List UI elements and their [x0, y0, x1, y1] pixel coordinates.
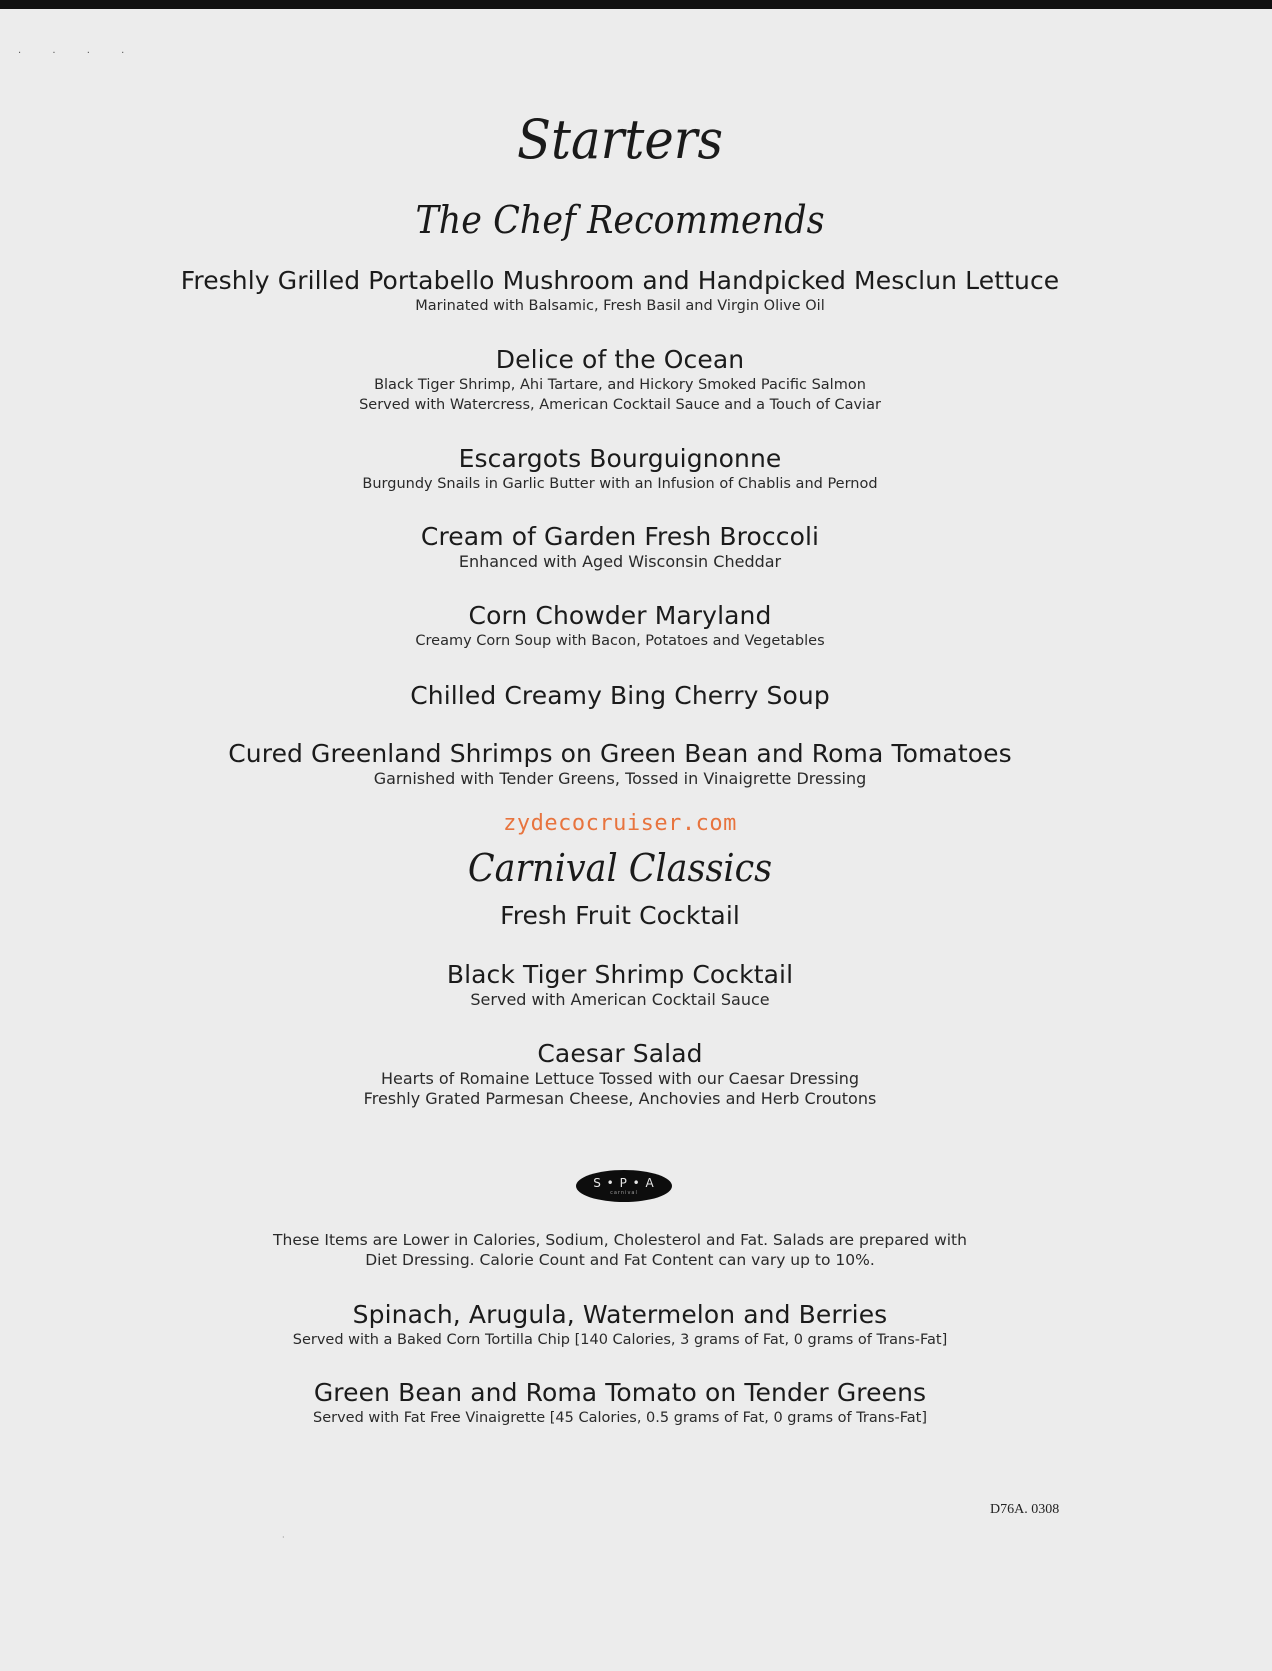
menu-item-description: Freshly Grated Parmesan Cheese, Anchovies and Herb Croutons — [363, 1089, 877, 1108]
section-heading-carnival-classics: Carnival Classics — [467, 846, 773, 890]
menu-item — [0, 601, 1240, 651]
menu-item — [0, 1300, 1240, 1350]
menu-item-name: Spinach, Arugula, Watermelon and Berries — [352, 1300, 888, 1329]
menu-item-description: Enhanced with Aged Wisconsin Cheddar — [458, 552, 782, 571]
menu-title: Starters — [517, 108, 723, 171]
watermark-text: zydecocruiser.com — [503, 811, 737, 836]
menu-item-description: Served with a Baked Corn Tortilla Chip [140 Calories, 3 grams of Fat, 0 grams of Trans-Fat] — [292, 1332, 948, 1348]
menu-item — [0, 1378, 1240, 1428]
menu-item-name: Black Tiger Shrimp Cocktail — [446, 960, 794, 989]
scan-specks: · · · · — [18, 48, 139, 59]
menu-item — [0, 444, 1240, 494]
spa-note-line: Diet Dressing. Calorie Count and Fat Content can vary up to 10%. — [365, 1251, 875, 1269]
menu-item — [0, 1039, 1240, 1109]
section-heading-chef-recommends: The Chef Recommends — [415, 198, 825, 242]
menu-item — [0, 522, 1240, 572]
menu-code: D76A. 0308 — [990, 1502, 1060, 1517]
menu-item-description: Hearts of Romaine Lettuce Tossed with our Caesar Dressing — [380, 1069, 860, 1088]
spa-note-line: These Items are Lower in Calories, Sodium, Cholesterol and Fat. Salads are prepared with — [273, 1231, 967, 1249]
menu-item — [0, 345, 1240, 415]
menu-item-name: Fresh Fruit Cocktail — [500, 901, 740, 930]
spa-logo-subtext: carnival — [610, 1189, 638, 1196]
menu-item-description: Marinated with Balsamic, Fresh Basil and Virgin Olive Oil — [415, 298, 825, 314]
spa-note — [0, 1230, 1240, 1270]
menu-item-name: Delice of the Ocean — [495, 345, 745, 374]
menu-item-name: Chilled Creamy Bing Cherry Soup — [410, 681, 830, 710]
menu-item-name: Green Bean and Roma Tomato on Tender Greens — [313, 1378, 927, 1407]
menu-item — [0, 681, 1240, 711]
menu-item-description: Served with American Cocktail Sauce — [470, 990, 770, 1009]
menu-item-name: Corn Chowder Maryland — [468, 601, 772, 630]
spa-logo — [576, 1170, 672, 1202]
scan-speck: · — [282, 1533, 285, 1542]
menu-item — [0, 739, 1240, 789]
menu-item-description: Served with Fat Free Vinaigrette [45 Calories, 0.5 grams of Fat, 0 grams of Trans-Fat] — [313, 1410, 927, 1426]
menu-item-description: Served with Watercress, American Cocktail Sauce and a Touch of Caviar — [359, 397, 881, 413]
menu-item-name: Cured Greenland Shrimps on Green Bean and Roma Tomatoes — [228, 739, 1012, 768]
scan-top-edge — [0, 0, 1272, 9]
menu-item — [0, 901, 1240, 931]
spa-logo-text: S • P • A — [593, 1175, 655, 1190]
menu-item-description: Garnished with Tender Greens, Tossed in Vinaigrette Dressing — [373, 769, 867, 788]
menu-item-name: Escargots Bourguignonne — [458, 444, 782, 473]
menu-item — [0, 960, 1240, 1010]
menu-item-name: Freshly Grilled Portabello Mushroom and Handpicked Mesclun Lettuce — [180, 266, 1060, 295]
menu-item-name: Caesar Salad — [537, 1039, 703, 1068]
menu-item-description: Creamy Corn Soup with Bacon, Potatoes and Vegetables — [415, 633, 825, 649]
menu-item — [0, 266, 1240, 316]
menu-item-description: Burgundy Snails in Garlic Butter with an Infusion of Chablis and Pernod — [362, 476, 878, 492]
menu-item-name: Cream of Garden Fresh Broccoli — [420, 522, 820, 551]
menu-item-description: Black Tiger Shrimp, Ahi Tartare, and Hickory Smoked Pacific Salmon — [374, 377, 866, 393]
